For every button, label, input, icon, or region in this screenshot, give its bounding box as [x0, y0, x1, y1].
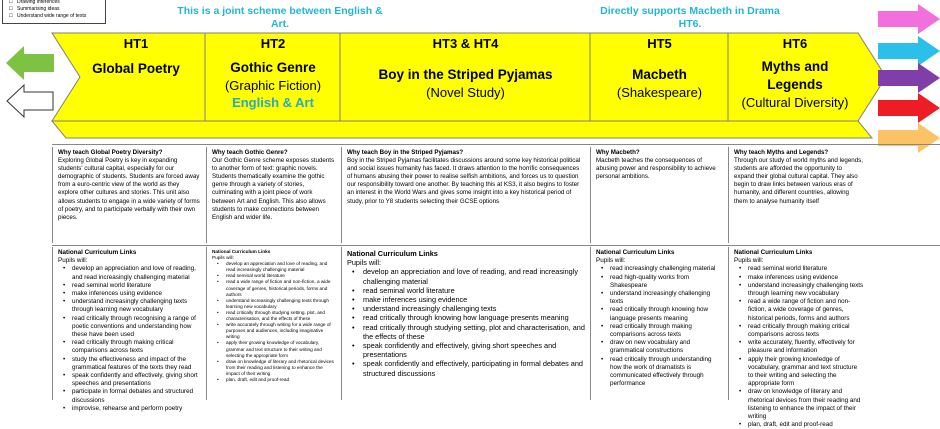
list-item: • apply their growing knowledge of vocabulary, grammar and text structure to their writing and selecting the appropriate form — [734, 356, 864, 389]
key-item: □ Summarising ideas — [9, 6, 101, 13]
term-heading-ht1 — [68, 33, 204, 121]
table-top-border — [52, 144, 940, 145]
list-item: • read increasingly challenging material — [596, 265, 724, 273]
list-item: • read critically through knowing how language presents meaning — [347, 313, 586, 322]
list-item: • read critically through studying setting, plot and characterisation, and the effects of these — [347, 323, 586, 341]
white-arrow-left-icon — [6, 84, 54, 118]
ncl-intro: Pupils will: — [734, 257, 764, 265]
why-heading: Why teach Global Poetry Diversity? — [58, 149, 163, 156]
term-heading-ht3-ht4 — [341, 33, 590, 121]
list-item: • read seminal world literature — [347, 286, 586, 295]
list-item: • make inferences using evidence — [58, 290, 202, 298]
ncl-cell-ht3-ht4 — [341, 247, 590, 400]
list-item: • speak confidently and effectively, giving short speeches and presentations — [347, 341, 586, 359]
green-arrow-left-icon — [6, 46, 54, 80]
pink-arrow-right-icon — [878, 4, 940, 34]
list-item: • read seminal world literature — [734, 265, 864, 273]
why-text: Exploring Global Poetry is key in expanding students' cultural capital, especially for our demographic of students. Students are forced away from a euro-centric view of the world as they explore other cultures and stories. This unit also allows students to engage in a wide variety of forms of poetry, and to participate verbally with their own pieces. — [58, 157, 200, 221]
term-extra: English & Art — [232, 95, 314, 110]
list-item: • develop an appreciation and love of reading, and read increasingly challenging material — [212, 261, 337, 273]
list-item: • speak confidently and effectively, participating in formal debates and structured discussions — [347, 359, 586, 377]
why-text: Through our study of world myths and legends, students are afforded the opportunity to expand their global cultural capital. They also begin to draw links between various eras of humanity, and different countries, allowing them to analyse humanity itself — [734, 157, 863, 205]
ncl-cell-ht6 — [728, 247, 868, 429]
list-item: • read critically through recognising a range of poetic conventions and understanding how these have been used — [58, 315, 202, 340]
ncl-intro: Pupils will: — [596, 257, 626, 265]
ncl-cell-ht2 — [206, 247, 341, 400]
term-code: HT5 — [647, 36, 672, 51]
list-item: • study the effectiveness and impact of the grammatical features of the texts they read — [58, 356, 202, 372]
term-code: HT3 & HT4 — [432, 36, 499, 51]
list-item: • apply their growing knowledge of vocabulary, grammar and text structure to their writing and selecting the appropriate form — [212, 340, 337, 358]
list-item: • understand increasingly challenging texts — [347, 304, 586, 313]
why-cell-ht3-ht4 — [341, 147, 590, 243]
list-item: • draw on new vocabulary and grammatical constructions — [596, 339, 724, 355]
purple-arrow-right-icon — [878, 63, 940, 93]
list-item: • draw on knowledge of literary and rhetorical devices from their reading and listening to enhance the impact of their writing — [212, 359, 337, 377]
why-heading: Why teach Boy in the Striped Pyjamas? — [347, 149, 464, 156]
ncl-intro: Pupils will: — [58, 257, 88, 265]
why-text: Our Gothic Genre scheme exposes students to another form of text: graphic novels. Students thematically examine the gothic genre through a variety of stories, culminating with a joint piece of work between Art and English. This also allows students to make connections between English and wider life. — [212, 157, 335, 221]
why-cell-ht6 — [728, 147, 868, 243]
why-cell-ht1 — [52, 147, 206, 243]
list-item: • participate in formal debates and structured discussions — [58, 388, 202, 404]
term-heading-ht6 — [729, 33, 861, 121]
why-heading: Why Macbeth? — [596, 149, 640, 156]
list-item: • read a wide range of fiction and non-fiction, a wide coverage of genres, historical periods, forms and authors — [212, 279, 337, 297]
joint-scheme-note: This is a joint scheme between English & Art. — [177, 5, 383, 30]
list-item: • develop an appreciation and love of reading, and read increasingly challenging material — [347, 267, 586, 285]
list-item: • draw on knowledge of literary and rhetorical devices from their reading and listening to enhance the impact of their writing — [734, 388, 864, 421]
ncl-heading: National Curriculum Links — [734, 249, 813, 256]
ncl-list — [212, 261, 337, 383]
ncl-cell-ht1 — [52, 247, 206, 412]
banner-lower-band — [52, 121, 872, 138]
list-item: • read critically through knowing how language presents meaning — [596, 306, 724, 322]
cyan-arrow-right-icon — [878, 36, 940, 66]
term-code: HT2 — [260, 36, 286, 51]
term-heading-ht5 — [591, 33, 728, 121]
key-item: □ Understand wide range of texts — [9, 13, 101, 20]
term-subtitle: (Cultural Diversity) — [741, 95, 849, 110]
term-title: Boy in the Striped Pyjamas — [378, 67, 553, 82]
term-subtitle: (Novel Study) — [426, 85, 505, 100]
list-item: • read critically through making critical comparisons across texts — [58, 339, 202, 355]
list-item: • improvise, rehearse and perform poetry — [58, 405, 202, 413]
list-item: • understand increasingly challenging texts — [596, 290, 724, 306]
list-item: • develop an appreciation and love of reading, and read increasingly challenging material — [58, 265, 202, 281]
term-code: HT6 — [782, 36, 808, 51]
list-item: • make inferences using evidence — [347, 295, 586, 304]
why-cell-ht2 — [206, 147, 341, 243]
ncl-list — [734, 265, 864, 429]
ncl-heading: National Curriculum Links — [347, 249, 438, 258]
term-subtitle: (Graphic Fiction) — [224, 78, 322, 93]
term-subtitle: (Shakespeare) — [616, 85, 703, 100]
list-item: • read a wide range of fiction and non-fiction, a wide coverage of genres, historical periods, forms and authors — [734, 298, 864, 323]
drama-support-note: Directly supports Macbeth in Drama HT6. — [600, 5, 780, 30]
term-title: Gothic Genre — [230, 60, 316, 75]
list-item: • read critically through studying setting, plot, and characterisation, and the effects of these — [212, 310, 337, 322]
term-code: HT1 — [123, 36, 149, 51]
term-heading-ht2 — [206, 33, 340, 121]
why-heading: Why teach Gothic Genre? — [212, 149, 288, 156]
why-heading: Why teach Myths and Legends? — [734, 149, 829, 156]
term-title: Global Poetry — [92, 61, 180, 76]
list-item: • read seminal world literature — [58, 282, 202, 290]
list-item: • understand increasingly challenging texts through learning new vocabulary — [734, 282, 864, 298]
term-title: Myths and Legends — [761, 59, 829, 92]
ncl-intro: Pupils will: — [212, 255, 234, 261]
why-cell-ht5 — [590, 147, 728, 243]
list-item: • understand increasingly challenging texts through learning new vocabulary — [212, 298, 337, 310]
key-item: □ Drawing inferences — [9, 0, 101, 6]
list-item: • write accurately, fluently, effectively for pleasure and information — [734, 339, 864, 355]
ncl-heading: National Curriculum Links — [596, 249, 675, 256]
list-item: • plan, draft, edit and proof-read — [734, 421, 864, 429]
term-title: Macbeth — [632, 67, 687, 82]
list-item: • read seminal world literature — [212, 273, 337, 279]
list-item: • read critically through making comparisons across texts — [596, 323, 724, 339]
ncl-list — [347, 267, 586, 377]
orange-arrow-right-icon — [878, 123, 940, 153]
list-item: • plan, draft, edit and proof-read — [212, 377, 337, 383]
why-text: Macbeth teaches the consequences of abusing power and responsibility to achieve personal ambitions. — [596, 157, 716, 181]
list-item: • read critically through understanding how the work of dramatists is communicated effectively through performance — [596, 356, 724, 389]
ncl-heading: National Curriculum Links — [212, 249, 271, 254]
list-item: • read high-quality works from Shakespeare — [596, 274, 724, 290]
list-item: • write accurately through writing for a wide range of purposes and audiences, including imaginative writing — [212, 322, 337, 340]
ncl-cell-ht5 — [590, 247, 728, 400]
ncl-intro: Pupils will: — [347, 258, 382, 268]
list-item: • make inferences using evidence — [734, 274, 864, 282]
table-middle-border — [52, 245, 940, 246]
ncl-list — [58, 265, 202, 413]
list-item: • understand increasingly challenging texts through learning new vocabulary — [58, 298, 202, 314]
why-text: Boy in the Striped Pyjamas facilitates discussions around some key historical political and social issues humanity has faced. It draws attention to the horrific consequences of humans abusing their power to realise selfish ambitions, and forces us to question our responsibility toward one another. By teaching this at KS3, it also begins to foster an interest in the World Wars and gives some insight into a key historical period of study, prior to Y8 students selecting their GCSE options — [347, 157, 581, 205]
list-item: • read critically through making critical comparisons across texts — [734, 323, 864, 339]
ncl-list — [596, 265, 724, 388]
red-arrow-right-icon — [878, 93, 940, 123]
list-item: • speak confidently and effectively, giving short speeches and presentations — [58, 372, 202, 388]
ncl-heading: National Curriculum Links — [58, 249, 137, 256]
